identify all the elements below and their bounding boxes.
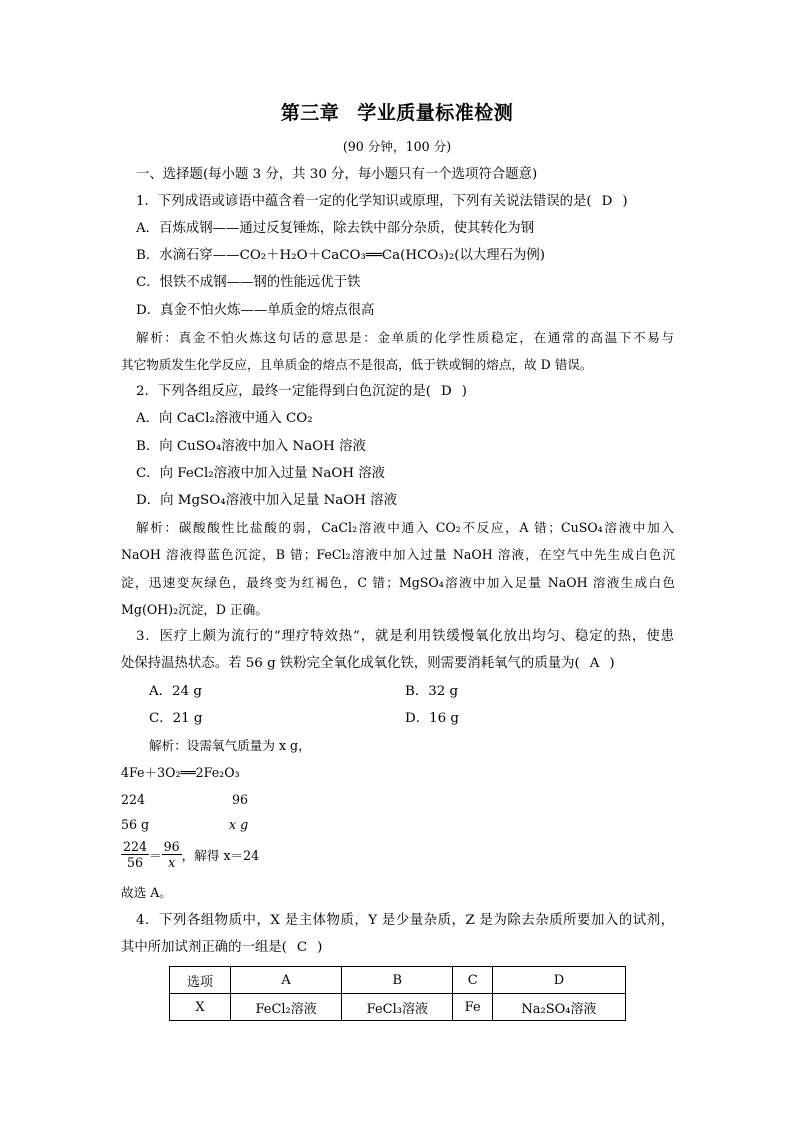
q3-fraction-right-numerator: 96 xyxy=(163,839,180,854)
q3-fraction-right xyxy=(162,839,182,870)
q2-answer: D xyxy=(440,384,452,399)
q1-stem-close: ) xyxy=(622,194,628,209)
table-cell: Fe xyxy=(453,994,493,1021)
q3-option-b: B．32 g xyxy=(405,684,459,699)
q1-option-d: D．真金不怕火炼——单质金的熔点很高 xyxy=(136,303,375,318)
q2-explanation-line4: Mg(OH)₂沉淀，D 正确。 xyxy=(121,602,268,617)
q3-answer: A xyxy=(589,656,600,671)
q2-stem-close: ) xyxy=(461,384,467,399)
q1-option-b: B．水滴石穿——CO₂＋H₂O＋CaCO₃══Ca(HCO₃)₂(以大理石为例) xyxy=(136,248,546,263)
q3-stem-close: ) xyxy=(609,656,615,671)
q1-explanation-line2: 其它物质发生化学反应，且单质金的熔点不是很高，低于铁或铜的熔点，故 D 错误。 xyxy=(121,357,593,372)
section-heading: 一、选择题(每小题 3 分，共 30 分，每小题只有一个选项符合题意) xyxy=(136,167,538,182)
q3-proportion xyxy=(121,839,259,870)
q4-options-table xyxy=(169,966,626,1021)
q3-fraction-left-numerator: 224 xyxy=(123,839,148,854)
q1-explanation-line1: 解析：真金不怕火炼这句话的意思是：金单质的化学性质稳定，在通常的高温下不易与 xyxy=(136,330,674,345)
q3-option-c: C．21 g xyxy=(149,711,203,726)
q1-stem xyxy=(136,192,628,212)
subtitle: (90 分钟，100 分) xyxy=(342,139,452,154)
q1-stem-text: 1．下列成语或谚语中蕴含着一定的化学知识或原理，下列有关说法错误的是( xyxy=(136,194,592,209)
q3-option-a: A．24 g xyxy=(149,684,202,699)
q3-conclusion: 故选 A。 xyxy=(121,885,172,900)
q3-explanation-line1: 解析：设需氧气质量为 x g， xyxy=(149,738,311,753)
q3-stem-line1: 3．医疗上颇为流行的“理疗特效热”，就是利用铁缓慢氧化放出均匀、稳定的热，使患 xyxy=(136,629,674,644)
q1-answer: D xyxy=(601,194,613,209)
q3-solution-text: ，解得 x＝24 xyxy=(181,848,260,863)
q4-stem-line1: 4．下列各组物质中，X 是主体物质，Y 是少量杂质，Z 是为除去杂质所要加入的试剂， xyxy=(136,913,674,928)
q4-stem-close: ) xyxy=(317,940,323,955)
q3-stem-text: 处保持温热状态。若 56 g 铁粉完全氧化成氧化铁，则需要消耗氧气的质量为( xyxy=(121,656,580,671)
q3-ratio-left2: 56 g xyxy=(121,817,150,832)
table-cell: FeCl₃溶液 xyxy=(342,994,453,1021)
q3-option-d: D．16 g xyxy=(405,711,459,726)
q3-fraction-left-denominator: 56 xyxy=(127,855,144,870)
q3-ratio-right2: x g xyxy=(229,817,249,832)
table-cell: X xyxy=(170,994,231,1021)
table-header-cell: A xyxy=(231,967,342,994)
q1-option-a: A．百炼成钢——通过反复锤炼，除去铁中部分杂质，使其转化为钢 xyxy=(136,221,534,236)
table-row xyxy=(170,994,626,1021)
q4-stem-line2 xyxy=(121,938,322,958)
table-header-cell: B xyxy=(342,967,453,994)
q3-equation: 4Fe＋3O₂══2Fe₂O₃ xyxy=(121,765,240,780)
q2-explanation-line3: 淀，迅速变灰绿色，最终变为红褐色，C 错；MgSO₄溶液中加入足量 NaOH 溶液生成白色 xyxy=(121,575,675,590)
title-text: 学业质量标准检测 xyxy=(357,102,514,124)
q2-stem-text: 2．下列各组反应，最终一定能得到白色沉淀的是( xyxy=(136,384,431,399)
q2-explanation-line1: 解析：碳酸酸性比盐酸的弱，CaCl₂溶液中通入 CO₂不反应，A 错；CuSO₄溶液中加入 xyxy=(136,520,674,535)
q2-explanation-line2: NaOH 溶液得蓝色沉淀，B 错；FeCl₂溶液中加入过量 NaOH 溶液，在空气中先生成白色沉 xyxy=(121,547,675,562)
q2-stem xyxy=(136,382,467,402)
table-header-cell: D xyxy=(492,967,625,994)
table-header-cell: 选项 xyxy=(170,967,231,994)
q1-option-c: C．恨铁不成钢——钢的性能远优于铁 xyxy=(136,275,361,290)
q3-fraction-right-denominator: x xyxy=(168,855,176,870)
page-title xyxy=(0,98,794,125)
equals-sign: ＝ xyxy=(149,848,162,863)
q2-option-a: A．向 CaCl₂溶液中通入 CO₂ xyxy=(136,411,313,426)
q4-stem-text: 其中所加试剂正确的一组是( xyxy=(121,940,287,955)
q3-ratio-left1: 224 xyxy=(121,792,146,807)
table-cell: FeCl₂溶液 xyxy=(231,994,342,1021)
q2-option-d: D．向 MgSO₄溶液中加入足量 NaOH 溶液 xyxy=(136,493,397,508)
chapter-label: 第三章 xyxy=(280,102,340,124)
table-header-cell: C xyxy=(453,967,493,994)
q2-option-c: C．向 FeCl₂溶液中加入过量 NaOH 溶液 xyxy=(136,466,386,481)
q3-ratio-right1: 96 xyxy=(232,792,249,807)
table-cell: Na₂SO₄溶液 xyxy=(492,994,625,1021)
table-header-row xyxy=(170,967,626,994)
q4-answer: C xyxy=(296,940,308,955)
q3-stem-line2 xyxy=(121,654,615,674)
q2-option-b: B．向 CuSO₄溶液中加入 NaOH 溶液 xyxy=(136,439,366,454)
q3-fraction-left xyxy=(121,839,149,870)
